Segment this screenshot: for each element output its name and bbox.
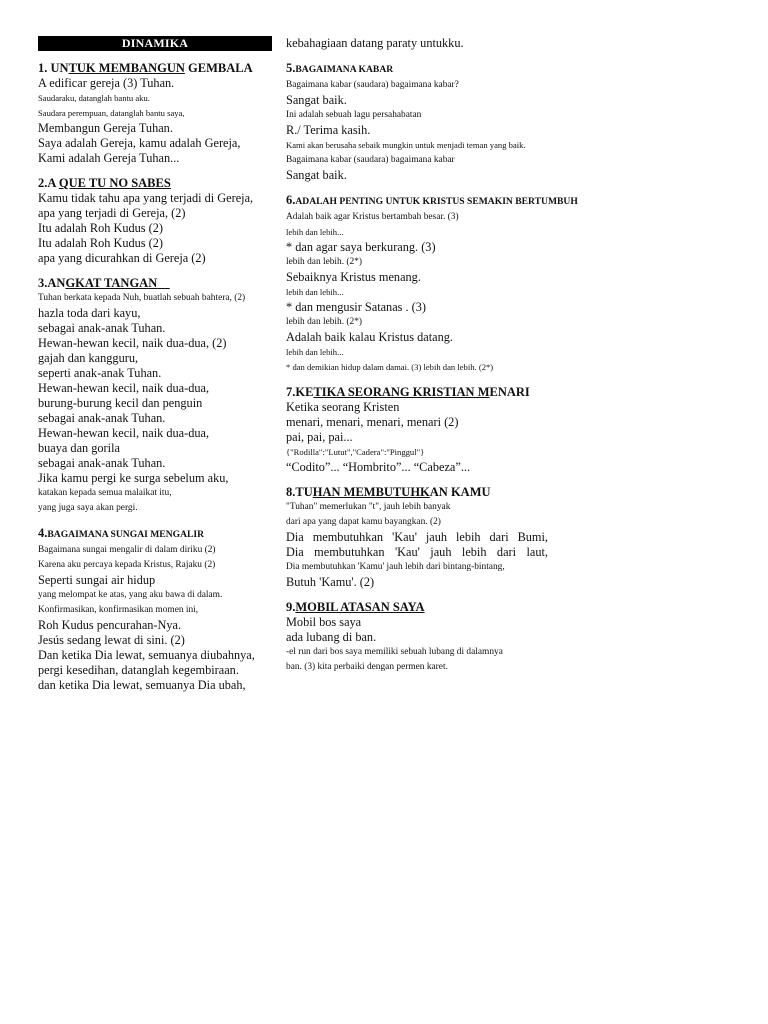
lyric-line: Kami akan berusaha sebaik mungkin untuk menjadi teman yang baik. xyxy=(286,140,526,150)
lyric-line: hazla toda dari kayu, xyxy=(38,306,141,320)
lyric-line: Dia membutuhkan 'Kamu' jauh lebih dari bintang-bintang, xyxy=(286,562,505,572)
section-6-heading: 6.ADALAH PENTING UNTUK KRISTUS SEMAKIN BERTUMBUH xyxy=(286,193,578,207)
lyric-line: Kamu tidak tahu apa yang terjadi di Gereja, xyxy=(38,191,254,205)
lyric-line: lebih dan lebih... xyxy=(286,287,344,297)
section-2-heading: 2.A QUE TU NO SABES xyxy=(38,176,171,190)
lyric-line: dan ketika Dia lewat, semuanya Dia ubah, xyxy=(38,678,246,692)
lyric-line: Hewan-hewan kecil, naik dua-dua, (2) xyxy=(38,336,227,350)
lyric-line: Dia membutuhkan 'Kau' jauh lebih dari Bumi, xyxy=(286,530,548,544)
lyric-line: Bagaimana kabar (saudara) bagaimana kabar xyxy=(286,155,455,165)
lyric-line: Roh Kudus pencurahan-Nya. xyxy=(38,618,182,632)
lyric-line: Saya adalah Gereja, kamu adalah Gereja, xyxy=(38,136,241,150)
lyric-line: Konfirmasikan, konfirmasikan momen ini, xyxy=(38,605,199,615)
lyric-line: apa yang terjadi di Gereja, (2) xyxy=(38,206,186,220)
lyric-line: Kami adalah Gereja Tuhan... xyxy=(38,151,180,165)
lyric-line: lebih dan lebih... xyxy=(286,227,344,237)
lyric-line: Hewan-hewan kecil, naik dua-dua, xyxy=(38,426,210,440)
section-6 xyxy=(286,192,578,375)
section-2 xyxy=(38,175,272,266)
section-1 xyxy=(38,60,272,166)
section-4-heading: 4.BAGAIMANA SUNGAI MENGALIR xyxy=(38,526,205,540)
lyric-line: Mobil bos saya xyxy=(286,615,362,629)
section-4 xyxy=(38,525,272,693)
right-column xyxy=(286,36,578,675)
section-8-heading: 8.TUHAN MEMBUTUHKAN KAMU xyxy=(286,485,491,499)
lyric-line: * dan agar saya berkurang. (3) xyxy=(286,240,436,254)
lyric-line: Ini adalah sebuah lagu persahabatan xyxy=(286,110,422,120)
lyric-line: Adalah baik kalau Kristus datang. xyxy=(286,330,453,344)
lyric-line: Sangat baik. xyxy=(286,168,347,182)
lyric-line: {"Rodilla":"Lutut","Cadera":"Pinggul"} xyxy=(286,447,425,457)
lyric-line: Itu adalah Roh Kudus (2) xyxy=(38,221,163,235)
lyric-line: sebagai anak-anak Tuhan. xyxy=(38,411,166,425)
lyric-line: R./ Terima kasih. xyxy=(286,123,371,137)
lyric-line: lebih dan lebih. (2*) xyxy=(286,317,363,327)
lyric-line: Bagaimana sungai mengalir di dalam diriku (2) xyxy=(38,545,216,555)
lyric-line: yang juga saya akan pergi. xyxy=(38,503,138,513)
section-8 xyxy=(286,484,548,590)
lyric-line: Dan ketika Dia lewat, semuanya diubahnya, xyxy=(38,648,255,662)
section-5 xyxy=(286,60,548,183)
lyric-line: Adalah baik agar Kristus bertambah besar. (3) xyxy=(286,212,459,222)
left-column xyxy=(38,36,272,693)
lyric-line: Butuh 'Kamu'. (2) xyxy=(286,575,375,589)
lyric-line: Jesús sedang lewat di sini. (2) xyxy=(38,633,185,647)
section-7-heading: 7.KETIKA SEORANG KRISTIAN MENARI xyxy=(286,385,530,399)
lyric-line: Tuhan berkata kepada Nuh, buatlah sebuah bahtera, (2) xyxy=(38,293,246,303)
lyric-line: Sebaiknya Kristus menang. xyxy=(286,270,421,284)
lyric-line: Jika kamu pergi ke surga sebelum aku, xyxy=(38,471,229,485)
section-1-heading: 1. UNTUK MEMBANGUN GEMBALA xyxy=(38,61,253,75)
lyric-line: * dan demikian hidup dalam damai. (3) lebih dan lebih. (2*) xyxy=(286,362,494,372)
lyric-line: gajah dan kangguru, xyxy=(38,351,139,365)
lyric-line: buaya dan gorila xyxy=(38,441,120,455)
carry-over-line: kebahagiaan datang paraty untukku. xyxy=(286,36,464,50)
lyric-line: Ketika seorang Kristen xyxy=(286,400,400,414)
lyric-line: Seperti sungai air hidup xyxy=(38,573,156,587)
page-title: DINAMIKA xyxy=(38,36,272,51)
lyric-line: pergi kesedihan, datanglah kegembiraan. xyxy=(38,663,239,677)
lyric-line: * dan mengusir Satanas . (3) xyxy=(286,300,427,314)
section-3 xyxy=(38,275,272,516)
section-5-heading: 5.BAGAIMANA KABAR xyxy=(286,61,394,75)
lyric-line: burung-burung kecil dan penguin xyxy=(38,396,203,410)
lyric-line: seperti anak-anak Tuhan. xyxy=(38,366,162,380)
lyric-line: Membangun Gereja Tuhan. xyxy=(38,121,173,135)
lyric-line: lebih dan lebih. (2*) xyxy=(286,257,363,267)
lyric-line: katakan kepada semua malaikat itu, xyxy=(38,488,172,498)
lyric-line: lebih dan lebih... xyxy=(286,347,344,357)
lyric-line: Sangat baik. xyxy=(286,93,347,107)
lyric-line: sebagai anak-anak Tuhan. xyxy=(38,321,166,335)
lyric-line: Itu adalah Roh Kudus (2) xyxy=(38,236,163,250)
lyric-line: Dia membutuhkan 'Kau' jauh lebih dari laut, xyxy=(286,545,548,559)
lyric-line: Saudara perempuan, datanglah bantu saya, xyxy=(38,108,185,118)
section-7 xyxy=(286,384,548,475)
lyric-line: dari apa yang dapat kamu bayangkan. (2) xyxy=(286,517,441,527)
lyric-line: Bagaimana kabar (saudara) bagaimana kabar? xyxy=(286,80,459,90)
lyric-line: ada lubang di ban. xyxy=(286,630,377,644)
lyric-line: -el run dari bos saya memiliki sebuah lubang di dalamnya xyxy=(286,647,503,657)
lyric-line: "Tuhan" memerlukan "t", jauh lebih banyak xyxy=(286,502,451,512)
lyric-line: A edificar gereja (3) Tuhan. xyxy=(38,76,175,90)
lyric-line: Karena aku percaya kepada Kristus, Rajaku (2) xyxy=(38,560,216,570)
lyric-line: sebagai anak-anak Tuhan. xyxy=(38,456,166,470)
lyric-line: Saudaraku, datanglah bantu aku. xyxy=(38,93,150,103)
section-9-heading: 9.MOBIL ATASAN SAYA xyxy=(286,600,425,614)
lyric-line: yang melompat ke atas, yang aku bawa di dalam. xyxy=(38,590,223,600)
lyric-line: apa yang dicurahkan di Gereja (2) xyxy=(38,251,206,265)
lyric-line: Hewan-hewan kecil, naik dua-dua, xyxy=(38,381,210,395)
section-3-heading: 3.ANGKAT TANGAN xyxy=(38,276,158,290)
lyric-line: pai, pai, pai... xyxy=(286,430,353,444)
section-9 xyxy=(286,599,548,675)
lyric-line: menari, menari, menari, menari (2) xyxy=(286,415,459,429)
lyric-line: ban. (3) kita perbaiki dengan permen karet. xyxy=(286,662,448,672)
lyric-line: “Codito”... “Hombrito”... “Cabeza”... xyxy=(286,460,471,474)
